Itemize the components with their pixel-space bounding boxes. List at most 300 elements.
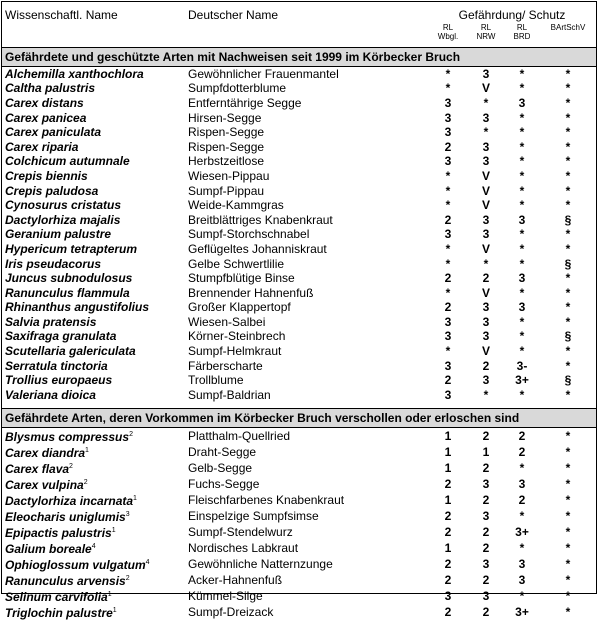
german-name: Einspelzige Sumpfsimse: [188, 509, 319, 524]
rl-wbgl-value: 1: [444, 541, 452, 556]
scientific-name-text: Galium boreale: [5, 542, 92, 557]
table-row: [2, 169, 596, 184]
rl-brd-value: *: [519, 227, 525, 242]
table-row: [2, 154, 596, 169]
rl-nrw-value: *: [483, 95, 489, 110]
rl-nrw-value: 2: [482, 429, 490, 444]
german-name: Fuchs-Segge: [188, 477, 260, 492]
footnote-marker: 1: [133, 495, 137, 503]
rl-nrw-value: V: [481, 344, 490, 359]
bartschv-value: *: [565, 344, 571, 359]
rl-wbgl-value: 2: [444, 212, 452, 227]
rl-wbgl-value: 2: [444, 557, 452, 572]
bartschv-value: *: [565, 509, 571, 524]
rl-nrw-value: 3: [482, 110, 490, 125]
rl-wbgl-value: *: [445, 241, 451, 256]
scientific-name-text: Ophioglossum vulgatum: [5, 558, 146, 573]
german-name: Gewöhnlicher Frauenmantel: [188, 66, 339, 81]
rl-brd-value: *: [519, 344, 525, 359]
scientific-name-text: Ranunculus arvensis: [5, 574, 126, 589]
scientific-name: [2, 227, 188, 242]
section-title: Gefährdete Arten, deren Vorkommen im Körbecker Bruch verschollen oder erloschen sind: [2, 409, 596, 428]
scientific-name: [2, 198, 188, 213]
rl-brd-value: *: [519, 256, 525, 271]
rl-nrw-value: V: [481, 241, 490, 256]
table-row: [2, 476, 596, 492]
rl-wbgl-value: *: [445, 285, 451, 300]
scientific-name: [2, 588, 188, 604]
scientific-name-text: Triglochin palustre: [5, 606, 113, 620]
rl-brd-value: 3: [518, 300, 526, 315]
bartschv-value: *: [565, 605, 571, 620]
header-threat-group: [428, 2, 596, 47]
rl-brd-value: 3+: [515, 373, 529, 388]
bartschv-value: *: [565, 541, 571, 556]
rl-wbgl-value: 2: [444, 300, 452, 315]
rl-nrw-value: 3: [482, 373, 490, 388]
rl-brd-value: *: [519, 66, 525, 81]
scientific-name: [2, 242, 188, 257]
bartschv-value: §: [564, 212, 572, 227]
scientific-name: [2, 344, 188, 359]
bartschv-value: *: [565, 168, 571, 183]
rl-nrw-value: V: [481, 183, 490, 198]
footnote-marker: 2: [83, 479, 88, 487]
german-name: Körner-Steinbrech: [188, 329, 286, 344]
rl-brd-value: 3+: [515, 525, 529, 540]
bartschv-value: *: [565, 241, 571, 256]
rl-brd-value: *: [519, 285, 525, 300]
rl-wbgl-value: 2: [444, 605, 452, 620]
table-row: [2, 256, 596, 271]
german-name: Großer Klappertopf: [188, 300, 291, 315]
rl-nrw-value: 2: [482, 573, 490, 588]
german-name: Draht-Segge: [188, 445, 257, 460]
scientific-name-text: Serratula tinctoria: [5, 358, 108, 373]
rl-nrw-value: 3: [482, 66, 490, 81]
scientific-name: [2, 300, 188, 315]
scientific-name-text: Carex distans: [5, 95, 84, 110]
table-row: [2, 428, 596, 445]
rl-nrw-value: 2: [482, 493, 490, 508]
rl-brd-value: *: [519, 329, 525, 344]
scientific-name-text: Valeriana dioica: [5, 387, 96, 402]
rl-brd-value: *: [519, 81, 525, 96]
rl-nrw-value: 3: [482, 329, 490, 344]
scientific-name-text: Blysmus compressus: [5, 430, 130, 445]
rl-nrw-value: 3: [482, 509, 490, 524]
table-row: [2, 329, 596, 344]
scientific-name: [2, 572, 188, 588]
header-sub-rl-nrw: RL NRW: [476, 23, 496, 41]
german-name: Entferntährige Segge: [188, 95, 302, 110]
rl-brd-value: *: [519, 198, 525, 213]
rl-wbgl-value: *: [445, 168, 451, 183]
bartschv-value: *: [565, 198, 571, 213]
scientific-name: [2, 556, 188, 572]
bartschv-value: *: [565, 154, 571, 169]
german-name: Sumpfdotterblume: [188, 81, 287, 96]
rl-wbgl-value: 3: [444, 154, 452, 169]
rl-wbgl-value: 1: [444, 445, 452, 460]
scientific-name-text: Alchemilla xanthochlora: [5, 66, 144, 81]
rl-nrw-value: 3: [482, 300, 490, 315]
footnote-marker: 1: [111, 527, 116, 535]
rl-nrw-value: 2: [482, 271, 490, 286]
german-name: Kümmel-Silge: [188, 589, 263, 604]
bartschv-value: *: [565, 314, 571, 329]
rl-wbgl-value: 1: [444, 493, 452, 508]
scientific-name: [2, 492, 188, 508]
rl-wbgl-value: *: [445, 344, 451, 359]
rl-brd-value: 2: [518, 445, 526, 460]
rl-wbgl-value: 2: [444, 139, 452, 154]
german-name: Sumpf-Storchschnabel: [188, 227, 310, 242]
rl-wbgl-value: 2: [444, 477, 452, 492]
german-name: Breitblättriges Knabenkraut: [188, 212, 333, 227]
bartschv-value: *: [565, 358, 571, 373]
scientific-name-text: Carex panicea: [5, 110, 87, 125]
german-name: Gelbe Schwertlilie: [188, 256, 285, 271]
rl-nrw-value: 2: [482, 541, 490, 556]
scientific-name-text: Carex flava: [5, 462, 70, 477]
footnote-marker: 2: [129, 431, 133, 439]
rl-brd-value: *: [519, 125, 525, 140]
scientific-name: [2, 444, 188, 460]
rl-nrw-value: 3: [482, 557, 490, 572]
header-scientific-name: Wissenschaftl. Name: [5, 8, 118, 22]
rl-brd-value: *: [519, 183, 525, 198]
scientific-name: [2, 604, 188, 620]
table-row: [2, 96, 596, 111]
rl-nrw-value: V: [481, 285, 490, 300]
scientific-name: [2, 125, 188, 140]
rl-brd-value: 2: [518, 429, 526, 444]
header-german-name: Deutscher Name: [188, 8, 279, 22]
rl-wbgl-value: *: [445, 81, 451, 96]
header-threat-title: Gefährdung/ Schutz: [458, 8, 566, 22]
table-row: [2, 588, 596, 604]
footnote-marker: 1: [85, 447, 89, 455]
rl-brd-value: *: [519, 139, 525, 154]
table-row: [2, 444, 596, 460]
scientific-name: [2, 508, 188, 524]
species-table-frame: [1, 1, 597, 620]
table-row: [2, 183, 596, 198]
scientific-name: [2, 329, 188, 344]
table-row: [2, 139, 596, 154]
scientific-name-text: Carex vulpina: [5, 478, 84, 493]
bartschv-value: *: [565, 95, 571, 110]
rl-nrw-value: 3: [482, 154, 490, 169]
german-name: Acker-Hahnenfuß: [188, 573, 283, 588]
table-row: [2, 524, 596, 540]
bartschv-value: *: [565, 183, 571, 198]
rl-nrw-value: 3: [482, 477, 490, 492]
scientific-name: [2, 476, 188, 492]
rl-nrw-value: 1: [482, 445, 490, 460]
german-name: Hirsen-Segge: [188, 110, 262, 125]
scientific-name: [2, 110, 188, 125]
table-row: [2, 125, 596, 140]
footnote-marker: 4: [145, 559, 150, 567]
scientific-name: [2, 460, 188, 476]
german-name: Brennender Hahnenfuß: [188, 285, 314, 300]
table-row: [2, 508, 596, 524]
rl-brd-value: 3: [518, 477, 526, 492]
german-name: Stumpfblütige Binse: [188, 271, 295, 286]
header-sub-columns: [428, 23, 596, 41]
scientific-name-text: Trollius europaeus: [5, 373, 113, 388]
scientific-name: [2, 139, 188, 154]
header-sub-bartschv: BArtSchV: [550, 23, 586, 32]
rl-brd-value: *: [519, 509, 525, 524]
rl-wbgl-value: 3: [444, 125, 452, 140]
rl-wbgl-value: 3: [444, 358, 452, 373]
rl-brd-value: *: [519, 461, 525, 476]
bartschv-value: *: [565, 525, 571, 540]
table-row: [2, 271, 596, 286]
table-row: [2, 242, 596, 257]
scientific-name: [2, 271, 188, 286]
rl-brd-value: *: [519, 110, 525, 125]
table-header-row: [2, 2, 596, 47]
german-name: Sumpf-Helmkraut: [188, 344, 282, 359]
german-name: Trollblume: [188, 373, 244, 388]
bartschv-value: *: [565, 589, 571, 604]
section-header-row: [2, 47, 596, 66]
section-title: Gefährdete und geschützte Arten mit Nachweisen seit 1999 im Körbecker Bruch: [2, 47, 596, 66]
bartschv-value: *: [565, 387, 571, 402]
scientific-name-text: Crepis biennis: [5, 168, 88, 183]
bartschv-value: §: [564, 256, 572, 271]
rl-wbgl-value: 2: [444, 509, 452, 524]
scientific-name-text: Cynosurus cristatus: [5, 198, 122, 213]
scientific-name-text: Ranunculus flammula: [5, 285, 130, 300]
scientific-name: [2, 524, 188, 540]
rl-nrw-value: 3: [482, 589, 490, 604]
rl-nrw-value: 3: [482, 212, 490, 227]
bartschv-value: *: [565, 227, 571, 242]
scientific-name-text: Carex paniculata: [5, 125, 102, 140]
scientific-name: [2, 388, 188, 403]
rl-brd-value: *: [519, 589, 525, 604]
rl-brd-value: 3: [518, 557, 526, 572]
rl-nrw-value: 2: [482, 605, 490, 620]
table-row: [2, 110, 596, 125]
rl-nrw-value: *: [483, 387, 489, 402]
scientific-name-text: Colchicum autumnale: [5, 154, 130, 169]
bartschv-value: *: [565, 139, 571, 154]
rl-wbgl-value: 1: [444, 461, 452, 476]
scientific-name: [2, 315, 188, 330]
table-row: [2, 572, 596, 588]
bartschv-value: *: [565, 300, 571, 315]
bartschv-value: *: [565, 445, 571, 460]
scientific-name-text: Geranium palustre: [5, 227, 112, 242]
scientific-name-text: Selinum carvifolia: [5, 590, 108, 605]
scientific-name-text: Juncus subnodulosus: [5, 271, 133, 286]
bartschv-value: *: [565, 271, 571, 286]
german-name: Wiesen-Pippau: [188, 168, 270, 183]
table-row: [2, 227, 596, 242]
species-table: [2, 2, 596, 620]
german-name: Wiesen-Salbei: [188, 314, 266, 329]
rl-wbgl-value: 1: [444, 429, 452, 444]
rl-brd-value: 3+: [515, 605, 529, 620]
bartschv-value: §: [564, 373, 572, 388]
rl-nrw-value: V: [481, 198, 490, 213]
rl-wbgl-value: 3: [444, 314, 452, 329]
scientific-name-text: Dactylorhiza incarnata: [5, 494, 134, 509]
bartschv-value: *: [565, 429, 571, 444]
bartschv-value: *: [565, 110, 571, 125]
rl-nrw-value: V: [481, 81, 490, 96]
footnote-marker: 2: [125, 575, 130, 583]
table-row: [2, 198, 596, 213]
table-row: [2, 373, 596, 388]
rl-brd-value: 3: [518, 573, 526, 588]
rl-wbgl-value: 2: [444, 573, 452, 588]
scientific-name-text: Saxifraga granulata: [5, 329, 117, 344]
bartschv-value: *: [565, 66, 571, 81]
rl-wbgl-value: *: [445, 198, 451, 213]
scientific-name: [2, 169, 188, 184]
footnote-marker: 4: [91, 543, 96, 551]
rl-wbgl-value: *: [445, 183, 451, 198]
german-name: Gelb-Segge: [188, 461, 253, 476]
scientific-name: [2, 358, 188, 373]
bartschv-value: *: [565, 493, 571, 508]
table-row: [2, 460, 596, 476]
rl-nrw-value: 3: [482, 139, 490, 154]
rl-brd-value: *: [519, 541, 525, 556]
scientific-name: [2, 66, 188, 81]
scientific-name: [2, 540, 188, 556]
rl-wbgl-value: 2: [444, 271, 452, 286]
scientific-name: [2, 96, 188, 111]
footnote-marker: 3: [125, 511, 130, 519]
scientific-name-text: Rhinanthus angustifolius: [5, 300, 149, 315]
table-row: [2, 344, 596, 359]
table-row: [2, 556, 596, 572]
german-name: Sumpf-Stendelwurz: [188, 525, 293, 540]
rl-wbgl-value: 3: [444, 589, 452, 604]
rl-brd-value: *: [519, 241, 525, 256]
scientific-name-text: Iris pseudacorus: [5, 256, 102, 271]
rl-brd-value: *: [519, 168, 525, 183]
rl-brd-value: 3: [518, 271, 526, 286]
german-name: Sumpf-Pippau: [188, 183, 265, 198]
rl-wbgl-value: 3: [444, 227, 452, 242]
rl-brd-value: 3: [518, 212, 526, 227]
german-name: Färberscharte: [188, 358, 263, 373]
scientific-name-text: Crepis paludosa: [5, 183, 99, 198]
bartschv-value: *: [565, 557, 571, 572]
scientific-name-text: Hypericum tetrapterum: [5, 241, 138, 256]
rl-wbgl-value: *: [445, 66, 451, 81]
header-sub-rl-brd: RL BRD: [513, 23, 531, 41]
table-row: [2, 66, 596, 81]
rl-brd-value: 3: [518, 95, 526, 110]
bartschv-value: *: [565, 461, 571, 476]
rl-wbgl-value: 2: [444, 525, 452, 540]
scientific-name-text: Salvia pratensis: [5, 314, 97, 329]
scientific-name: [2, 373, 188, 388]
rl-nrw-value: 2: [482, 358, 490, 373]
german-name: Platthalm-Quellried: [188, 429, 291, 444]
bartschv-value: *: [565, 573, 571, 588]
scientific-name: [2, 154, 188, 169]
table-row: [2, 300, 596, 315]
rl-brd-value: *: [519, 387, 525, 402]
bartschv-value: *: [565, 81, 571, 96]
rl-nrw-value: 3: [482, 314, 490, 329]
scientific-name-text: Carex diandra: [5, 446, 86, 461]
scientific-name: [2, 285, 188, 300]
bartschv-value: §: [564, 329, 572, 344]
scientific-name-text: Epipactis palustris: [5, 526, 112, 541]
rl-wbgl-value: 3: [444, 329, 452, 344]
bartschv-value: *: [565, 125, 571, 140]
section-header-row: [2, 409, 596, 428]
german-name: Sumpf-Dreizack: [188, 605, 274, 620]
rl-brd-value: *: [519, 154, 525, 169]
scientific-name-text: Scutellaria galericulata: [5, 344, 136, 359]
german-name: Herbstzeitlose: [188, 154, 265, 169]
bartschv-value: *: [565, 477, 571, 492]
table-row: [2, 315, 596, 330]
german-name: Rispen-Segge: [188, 125, 265, 140]
table-row: [2, 81, 596, 96]
scientific-name: [2, 428, 188, 445]
table-row: [2, 492, 596, 508]
table-row: [2, 358, 596, 373]
rl-nrw-value: *: [483, 256, 489, 271]
rl-wbgl-value: 2: [444, 373, 452, 388]
footnote-marker: 1: [112, 607, 117, 615]
rl-nrw-value: 2: [482, 525, 490, 540]
rl-nrw-value: *: [483, 125, 489, 140]
scientific-name-text: Eleocharis uniglumis: [5, 510, 126, 525]
scientific-name: [2, 212, 188, 227]
scientific-name: [2, 256, 188, 271]
table-row: [2, 604, 596, 620]
table-row: [2, 285, 596, 300]
rl-wbgl-value: 3: [444, 387, 452, 402]
rl-nrw-value: V: [481, 168, 490, 183]
scientific-name: [2, 81, 188, 96]
german-name: Fleischfarbenes Knabenkraut: [188, 493, 345, 508]
header-sub-rl-wbgl: RL Wbgl.: [437, 23, 459, 41]
rl-nrw-value: 3: [482, 227, 490, 242]
german-name: Geflügeltes Johanniskraut: [188, 241, 327, 256]
footnote-marker: 1: [107, 591, 112, 599]
rl-brd-value: 2: [518, 493, 526, 508]
table-row: [2, 388, 596, 403]
german-name: Sumpf-Baldrian: [188, 387, 271, 402]
bartschv-value: *: [565, 285, 571, 300]
rl-wbgl-value: *: [445, 256, 451, 271]
rl-brd-value: 3-: [516, 358, 528, 373]
table-row: [2, 540, 596, 556]
rl-wbgl-value: 3: [444, 95, 452, 110]
german-name: Rispen-Segge: [188, 139, 265, 154]
german-name: Nordisches Labkraut: [188, 541, 299, 556]
scientific-name-text: Caltha palustris: [5, 81, 96, 96]
scientific-name-text: Dactylorhiza majalis: [5, 212, 121, 227]
footnote-marker: 2: [69, 463, 73, 471]
